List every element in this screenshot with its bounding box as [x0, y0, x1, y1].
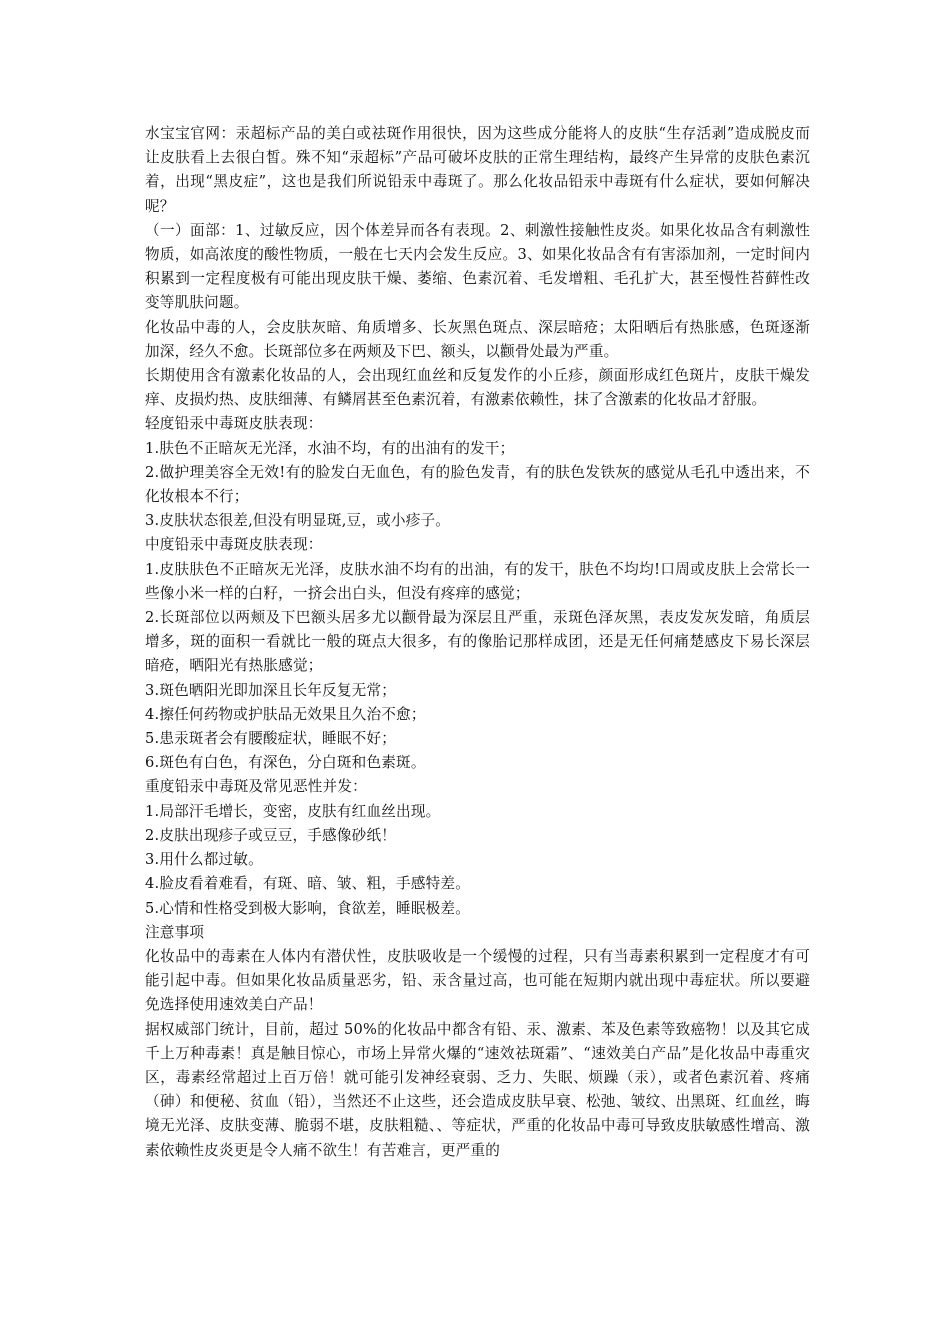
list-item: 2.长斑部位以两颊及下巴额头居多尤以颧骨最为深层且严重，汞斑色泽灰黑，表皮发灰发暗，角质层增多，斑的面积一看就比一般的斑点大很多，有的像胎记那样成团，还是无任何痛楚感皮下易长深层暗疮，晒阳光有热胀感觉；	[145, 609, 810, 675]
list-item: 5.心情和性格受到极大影响，食欲差，睡眠极差。	[145, 899, 470, 917]
list-item: 4.脸皮看着难看，有斑、暗、皱、粗，手感特差。	[145, 875, 470, 893]
list-item: 1.局部汗毛增长，变密，皮肤有红血丝出现。	[145, 802, 441, 820]
heading-notes: 注意事项	[145, 923, 205, 941]
list-item: 4.擦任何药物或护肤品无效果且久治不愈；	[145, 705, 426, 723]
paragraph-statistics: 据权威部门统计，目前，超过 50%的化妆品中都含有铅、汞、激素、苯及色素等致癌物！以及其它成千上万种毒素！真是触目惊心，市场上异常火爆的“速效祛斑霜”、“速效美白产品”是化妆品中毒重灾区，毒素经常超过上百万倍！就可能引发神经衰弱、乏力、失眠、烦躁（汞），或者色素沉着、疼痛（砷）和便秘、贫血（铅），当然还不止这些，还会造成皮肤早衰、松弛、皱纹、出黑斑、红血丝，晦境无光泽、皮肤变薄、脆弱不堪，皮肤粗糙、、等症状，严重的化妆品中毒可导致皮肤敏感性增高、激素依赖性皮炎更是令人痛不欲生！有苦难言，更严重的	[145, 1020, 810, 1159]
list-item: 2.做护理美容全无效!有的脸发白无血色，有的脸色发青，有的肤色发铁灰的感觉从毛孔中透出来，不化妆根本不行；	[145, 463, 810, 506]
list-item: 6.斑色有白色，有深色，分白斑和色素斑。	[145, 754, 426, 772]
list-item: 1.皮肤肤色不正暗灰无光泽，皮肤水油不均有的出油，有的发干，肤色不均均!口周或皮肤上会常长一些像小米一样的白籽，一挤会出白头，但没有疼痒的感觉；	[145, 560, 810, 602]
paragraph-hormone-signs: 长期使用含有激素化妆品的人，会出现红血丝和反复发作的小丘疹，颜面形成红色斑片，皮肤干燥发痒、皮损灼热、皮肤细薄、有鳞屑甚至色素沉着，有激素依赖性，抹了含激素的化妆品才舒服。	[145, 367, 810, 409]
list-item: 1.肤色不正暗灰无光泽，水油不均，有的出油有的发干；	[145, 439, 515, 457]
list-item: 5.患汞斑者会有腰酸症状，睡眠不好；	[145, 730, 397, 748]
paragraph-poisoning-signs: 化妆品中毒的人，会皮肤灰暗、角质增多、长灰黑色斑点、深层暗疮；太阳晒后有热胀感，色斑逐渐加深，经久不愈。长斑部位多在两颊及下巴、额头，以颧骨处最为严重。	[145, 318, 810, 360]
list-item: 3.皮肤状态很差,但没有明显斑,豆，或小疹子。	[145, 512, 451, 530]
document-body	[145, 122, 810, 1163]
paragraph-face-reactions: （一）面部：1、过敏反应，因个体差异而各有表现。2、刺激性接触性皮炎。如果化妆品含有刺激性物质，如高浓度的酸性物质，一般在七天内会发生反应。3、如果化妆品含有有害添加剂，一定时间内积累到一定程度极有可能出现皮肤干燥、萎缩、色素沉着、毛发增粗、毛孔扩大，甚至慢性苔藓性改变等肌肤问题。	[145, 221, 810, 312]
list-item: 3.用什么都过敏。	[145, 851, 263, 869]
list-item: 2.皮肤出现疹子或豆豆，手感像砂纸！	[145, 826, 397, 844]
heading-moderate: 中度铅汞中毒斑皮肤表现：	[145, 536, 323, 554]
heading-severe: 重度铅汞中毒斑及常见恶性并发：	[145, 778, 367, 796]
paragraph-latency: 化妆品中的毒素在人体内有潜伏性，皮肤吸收是一个缓慢的过程，只有当毒素积累到一定程度才有可能引起中毒。但如果化妆品质量恶劣，铅、汞含量过高，也可能在短期内就出现中毒症状。所以要避免选择使用速效美白产品！	[145, 947, 810, 1014]
list-item: 3.斑色晒阳光即加深且长年反复无常；	[145, 681, 397, 699]
paragraph-intro: 水宝宝官网：汞超标产品的美白或祛斑作用很快，因为这些成分能将人的皮肤“生存活剥”造成脱皮而让皮肤看上去很白皙。殊不知“汞超标”产品可破坏皮肤的正常生理结构，最终产生异常的皮肤色素沉着，出现“黑皮症”，这也是我们所说铅汞中毒斑了。那么化妆品铅汞中毒斑有什么症状，要如何解决呢？	[145, 125, 810, 215]
heading-mild: 轻度铅汞中毒斑皮肤表现：	[145, 415, 323, 433]
